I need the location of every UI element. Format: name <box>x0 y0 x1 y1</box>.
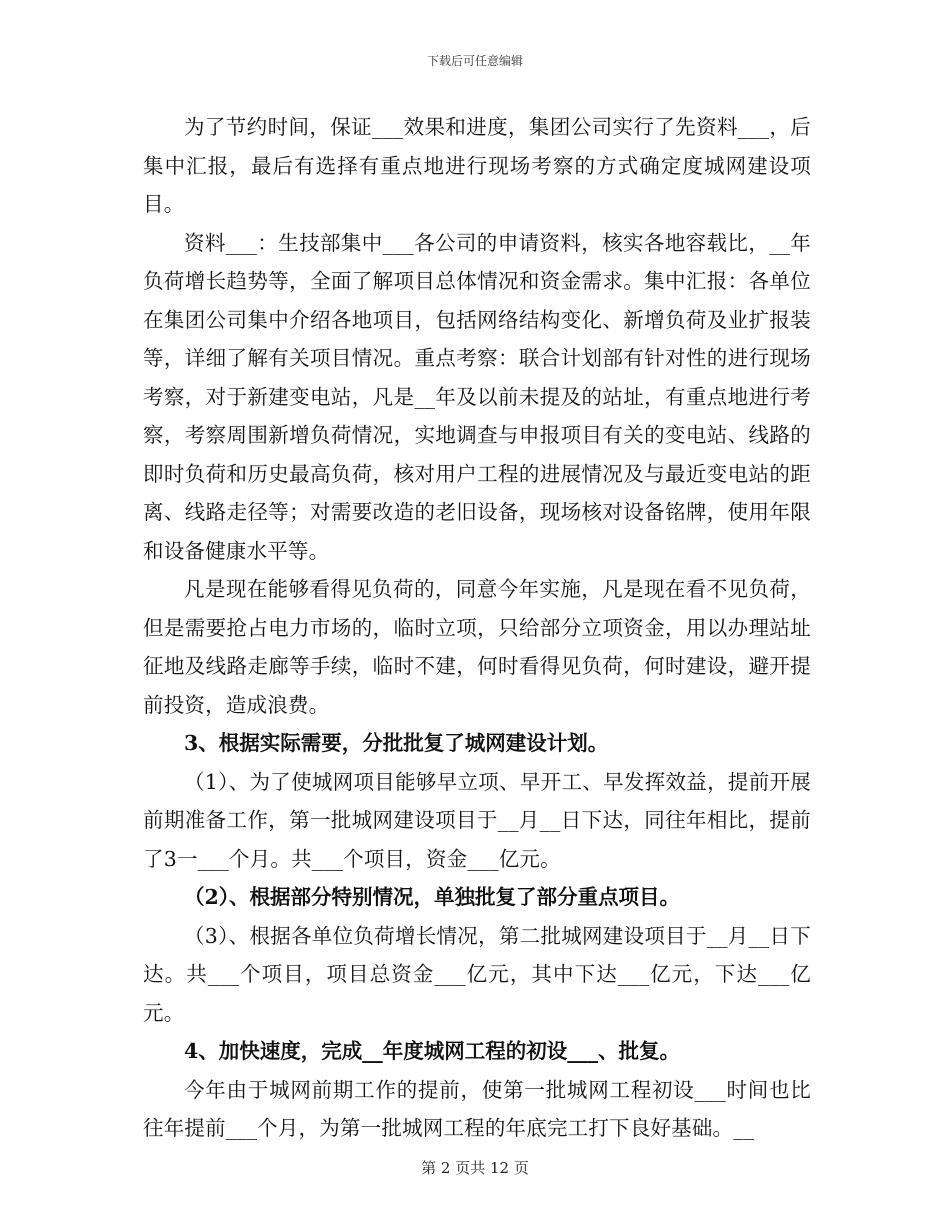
paragraph-intro: 为了节约时间，保证___效果和进度，集团公司实行了先资料___，后集中汇报，最后有选择有重点地进行现场考察的方式确定度城网建设项目。 <box>143 115 811 216</box>
paragraph-item-3: （3）、根据各单位负荷增长情况，第二批城网建设项目于__月__日下达。共___个项目，项目总资金___亿元，其中下达___亿元，下达___亿元。 <box>143 923 811 1025</box>
page-footer: 第 2 页共 12 页 <box>421 1159 529 1177</box>
section-heading-3: 3、根据实际需要，分批批复了城网建设计划。 <box>184 731 609 755</box>
document-body <box>143 108 811 1148</box>
paragraph-materials: 资料___：生技部集中___各公司的申请资料，核实各地容载比，__年负荷增长趋势等，全面了解项目总体情况和资金需求。集中汇报：各单位在集团公司集中介绍各地项目，包括网络结构变化、新增负荷及业扩报装等，详细了解有关项目情况。重点考察：联合计划部有针对性的进行现场考察，对于新建变电站，凡是__年及以前未提及的站址，有重点地进行考察，考察周围新增负荷情况，实地调查与申报项目有关的变电站、线路的即时负荷和历史最高负荷，核对用户工程的进展情况及与最近变电站的距离、线路走径等；对需要改造的老旧设备，现场核对设备铭牌，使用年限和设备健康水平等。 <box>143 230 811 563</box>
page-header: 下载后可任意编辑 <box>426 54 523 68</box>
paragraph-load-visibility: 凡是现在能够看得见负荷的，同意今年实施，凡是现在看不见负荷，但是需要抢占电力市场的，临时立项，只给部分立项资金，用以办理站址征地及线路走廊等手续，临时不建，何时看得见负荷，何时建设，避开提前投资，造成浪费。 <box>143 577 811 717</box>
section-heading-4: 4、加快速度，完成__年度城网工程的初设___、批复。 <box>184 1039 681 1063</box>
paragraph-item-1: （1）、为了使城网项目能够早立项、早开工、早发挥效益，提前开展前期准备工作，第一批城网建设项目于__月__日下达，同往年相比，提前了3一___个月。共___个项目，资金___亿元。 <box>143 769 811 871</box>
paragraph-item-2: （2）、根据部分特别情况，单独批复了部分重点项目。 <box>184 885 681 909</box>
paragraph-design-progress: 今年由于城网前期工作的提前，使第一批城网工程初设___时间也比往年提前___个月，为第一批城网工程的年底完工打下良好基础。__ <box>143 1077 811 1140</box>
